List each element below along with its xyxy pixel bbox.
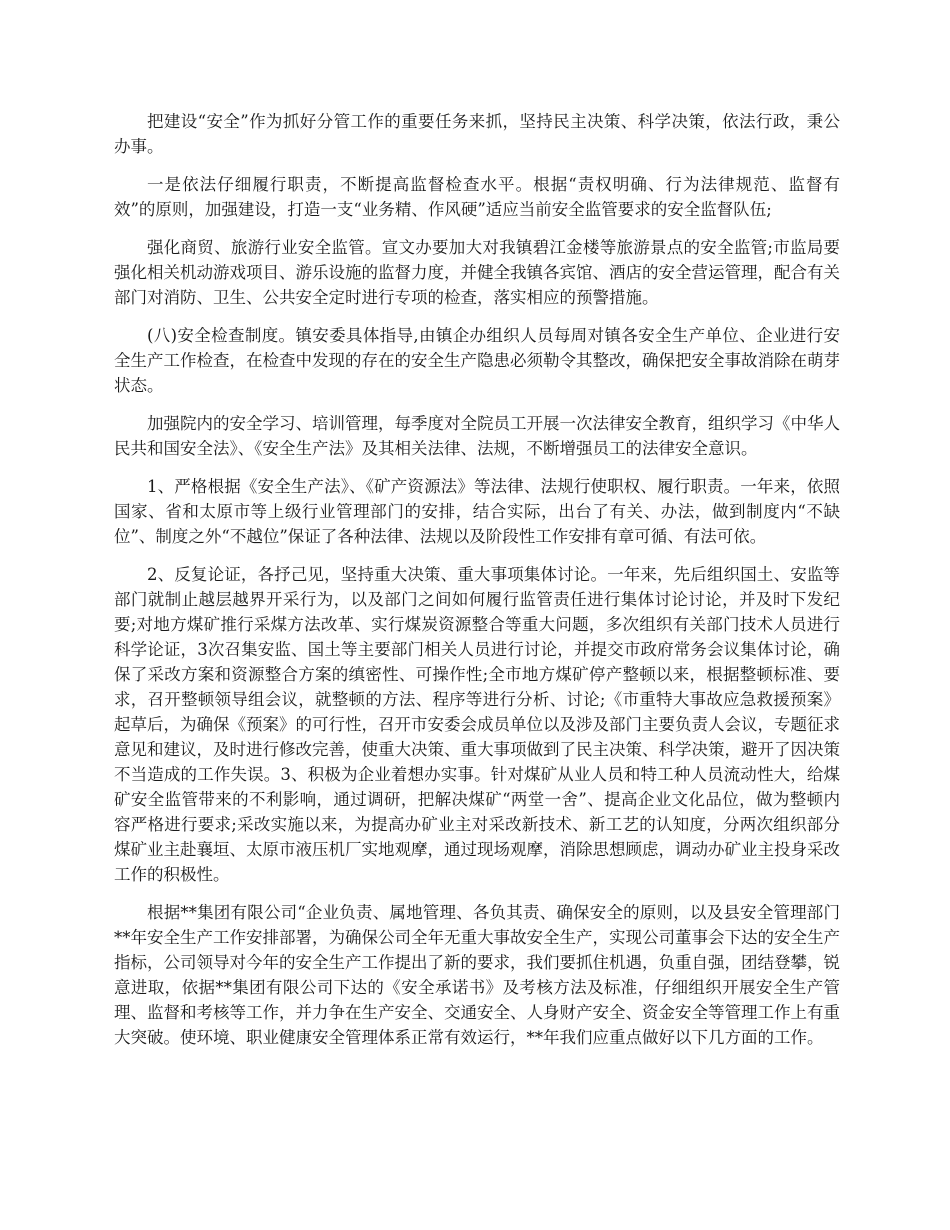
paragraph-3: 强化商贸、旅游行业安全监管。宣文办要加大对我镇碧江金楼等旅游景点的安全监管;市监局要强化相关机动游戏项目、游乐设施的监督力度，并健全我镇各宾馆、酒店的安全营运管理，配合有关部门对消防、卫生、公共安全定时进行专项的检查，落实相应的预警措施。 bbox=[114, 238, 840, 307]
paragraph-7: 2、反复论证，各抒己见，坚持重大决策、重大事项集体讨论。一年来，先后组织国土、安监等部门就制止越层越界开采行为，以及部门之间如何履行监管责任进行集体讨论讨论，并及时下发纪要;对地方煤矿推行采煤方法改革、实行煤炭资源整合等重大问题，多次组织有关部门技术人员进行科学论证，3次召集安监、国土等主要部门相关人员进行讨论，并提交市政府常务会议集体讨论，确保了采改方案和资源整合方案的缜密性、可操作性;全市地方煤矿停产整顿以来，根据整顿标准、要求，召开整顿领导组会议，就整顿的方法、程序等进行分析、讨论;《市重特大事故应急救援预案》起草后，为确保《预案》的可行性，召开市安委会成员单位以及涉及部门主要负责人会议，专题征求意见和建议，及时进行修改完善，使重大决策、重大事项做到了民主决策、科学决策，避开了因决策不当造成的工作失误。3、积极为企业着想办实事。针对煤矿从业人员和特工种人员流动性大，给煤矿安全监管带来的不利影响，通过调研，把解决煤矿“两堂一舍”、提高企业文化品位，做为整顿内容严格进行要求;采改实施以来，为提高办矿业主对采改新技术、新工艺的认知度，分两次组织部分煤矿业主赴襄垣、太原市液压机厂实地观摩，通过现场观摩，消除思想顾虑，调动办矿业主投身采改工作的积极性。 bbox=[114, 565, 840, 884]
document-body bbox=[114, 109, 840, 1063]
paragraph-4: (八)安全检查制度。镇安委具体指导,由镇企办组织人员每周对镇各安全生产单位、企业进行安全生产工作检查，在检查中发现的存在的安全生产隐患必须勒令其整改，确保把安全事故消除在萌芽状态。 bbox=[114, 326, 840, 395]
paragraph-6: 1、严格根据《安全生产法》、《矿产资源法》等法律、法规行使职权、履行职责。一年来，依照国家、省和太原市等上级行业管理部门的安排，结合实际，出台了有关、办法，做到制度内“不缺位”、制度之外“不越位”保证了各种法律、法规以及阶段性工作安排有章可循、有法可依。 bbox=[114, 477, 840, 546]
paragraph-8: 根据**集团有限公司“企业负责、属地管理、各负其责、确保安全的原则，以及县安全管理部门**年安全生产工作安排部署，为确保公司全年无重大事故安全生产，实现公司董事会下达的安全生产指标，公司领导对今年的安全生产工作提出了新的要求，我们要抓住机遇，负重自强，团结登攀，锐意进取，依据**集团有限公司下达的《安全承诺书》及考核方法及标准，仔细组织开展安全生产管理、监督和考核等工作，并力争在生产安全、交通安全、人身财产安全、资金安全等管理工作上有重大突破。使环境、职业健康安全管理体系正常有效运行，**年我们应重点做好以下几方面的工作。 bbox=[114, 903, 840, 1047]
paragraph-2: 一是依法仔细履行职责，不断提高监督检查水平。根据“责权明确、行为法律规范、监督有效”的原则，加强建设，打造一支“业务精、作风硬”适应当前安全监管要求的安全监督队伍; bbox=[114, 175, 840, 219]
paragraph-1: 把建设“安全”作为抓好分管工作的重要任务来抓，坚持民主决策、科学决策，依法行政，秉公办事。 bbox=[114, 112, 840, 156]
paragraph-5: 加强院内的安全学习、培训管理，每季度对全院员工开展一次法律安全教育，组织学习《中华人民共和国安全法》、《安全生产法》及其相关法律、法规，不断增强员工的法律安全意识。 bbox=[114, 414, 840, 458]
